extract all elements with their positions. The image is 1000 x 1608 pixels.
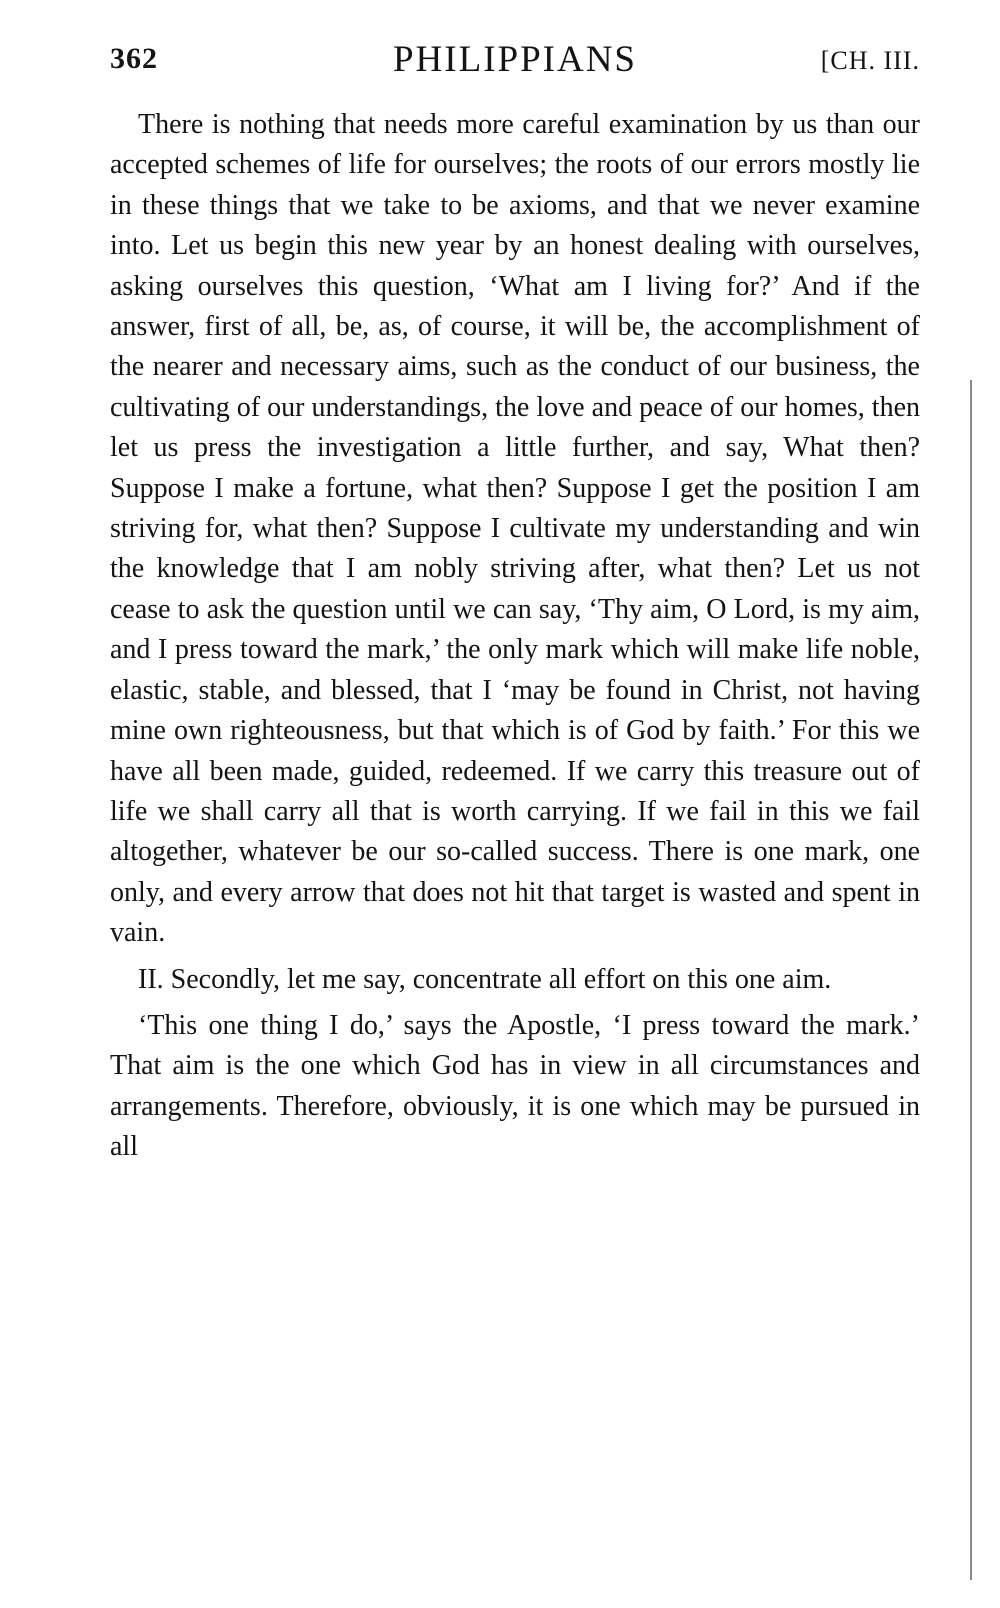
paragraph-2: II. Secondly, let me say, concentrate all effort on this one aim.	[138, 963, 832, 995]
page-edge-rule	[970, 380, 972, 1580]
page-header	[110, 38, 920, 86]
page-number: 362	[110, 42, 158, 75]
chapter-reference: [CH. III.	[820, 46, 920, 75]
running-title: PHILIPPIANS	[392, 39, 638, 80]
paragraph-3: ‘This one thing I do,’ says the Apostle, ‘I press toward the mark.’ That aim is the one which God has in view in all circumstances and arrangements. Therefore, obviously, it is one which may be pursued in all	[110, 1009, 920, 1163]
paragraph-1: There is nothing that needs more careful examination by us than our accepted schemes of life for ourselves; the roots of our errors mostly lie in these things that we take to be axioms, and that we never examine into. Let us begin this new year by an honest dealing with ourselves, asking ourselves this question, ‘What am I living for?’ And if the answer, first of all, be, as, of course, it will be, the accomplishment of the nearer and necessary aims, such as the conduct of our business, the cultivating of our understandings, the love and peace of our homes, then let us press the investigation a little further, and say, What then? Suppose I make a fortune, what then? Suppose I get the position I am striving for, what then? Suppose I cultivate my understanding and win the knowledge that I am nobly striving after, what then? Let us not cease to ask the question until we can say, ‘Thy aim, O Lord, is my aim, and I press toward the mark,’ the only mark which will make life noble, elastic, stable, and blessed, that I ‘may be found in Christ, not having mine own righteousness, but that which is of God by faith.’ For this we have all been made, guided, redeemed. If we carry this treasure out of life we shall carry all that is worth carrying. If we fail in this we fail altogether, whatever be our so-called success. There is one mark, one only, and every arrow that does not hit that target is wasted and spent in vain.	[110, 109, 920, 949]
body-text	[110, 105, 920, 1174]
